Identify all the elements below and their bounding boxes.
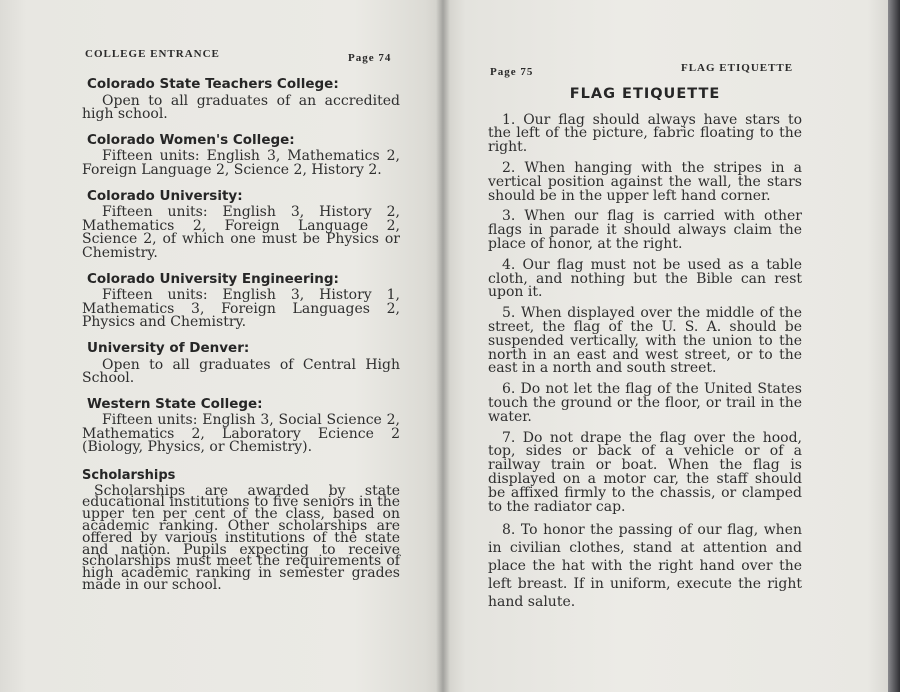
college-heading: Colorado Women's College: [87,131,295,148]
college-requirements: Fifteen units: English 3, History 1, Mathematics 3, Foreign Languages 2, Physics and Chemistry. [82,287,400,331]
etiquette-rule: 8. To honor the passing of our flag, when in civilian clothes, stand at attention and place the hat with the right hand over the left breast. If in uniform, execute the right hand salute. [488,522,802,611]
college-entry [82,270,400,331]
running-head-left: COLLEGE ENTRANCE [85,48,220,60]
left-page [0,0,443,692]
scholarships-text: Scholarships are awarded by state educational institutions to five seniors in the upper ten per cent of the class, based on academic ranking. Other scholarships are offered by various institutions of the state and nation. Pupils expecting to receive scholarships must meet the requirements of high academic ranking in semester grades made in our school. [82,482,400,594]
college-heading: Colorado University: [87,187,243,204]
college-requirements: Fifteen units: English 3, Mathematics 2, Foreign Language 2, Science 2, History 2. [82,148,400,178]
college-entrance-list [82,78,400,592]
section-title: FLAG ETIQUETTE [569,86,721,102]
page-number-left: Page 74 [348,52,392,64]
flag-etiquette-section [488,88,802,618]
scholarships-section [82,469,400,592]
etiquette-rule: 5. When displayed over the middle of the street, the flag of the U. S. A. should be suspended vertically, with the union to the north in an east and west street, or to the east in a north and south street. [488,305,802,377]
college-heading: Colorado State Teachers College: [87,76,339,92]
college-requirements: Open to all graduates of Central High School. [82,356,400,387]
etiquette-rule: 1. Our flag should always have stars to the left of the picture, fabric floating to the right. [488,111,802,156]
etiquette-rule: 6. Do not let the flag of the United States touch the ground or the floor, or trail in the water. [488,381,802,425]
book-gutter [436,0,450,692]
college-entry [82,339,400,387]
etiquette-rule: 2. When hanging with the stripes in a vertical position against the wall, the stars should be in the upper left hand corner. [488,159,802,204]
college-entry [82,78,400,122]
page-edge [888,0,900,692]
page-number-right: Page 75 [490,66,534,78]
college-entry [82,131,400,178]
college-requirements: Open to all graduates of an accredited high school. [82,92,400,123]
college-requirements: Fifteen units: English 3, History 2, Mathematics 2, Foreign Language 2, Science 2, of which one must be Physics or Chemistry. [82,204,400,261]
scholarships-heading: Scholarships [82,468,176,484]
etiquette-rule: 7. Do not drape the flag over the hood, top, sides or back of a vehicle or of a railway train or boat. When the flag is displayed on a motor car, the staff should be affixed firmly to the chassis, or clamped to the radiator cap. [488,429,802,515]
college-requirements: Fifteen units: English 3, Social Science 2, Mathematics 2, Laboratory Ecience 2 (Biology, Physics, or Chemistry). [82,412,400,456]
college-heading: Colorado University Engineering: [87,270,339,287]
college-heading: University of Denver: [87,339,250,356]
etiquette-rule: 3. When our flag is carried with other flags in parade it should always claim the place of honor, at the right. [488,208,802,252]
college-entry [82,187,400,261]
etiquette-rule: 4. Our flag must not be used as a table cloth, and nothing but the Bible can rest upon it. [488,256,802,301]
college-entry [82,395,400,456]
college-heading: Western State College: [87,395,263,412]
running-head-right: FLAG ETIQUETTE [681,62,794,74]
